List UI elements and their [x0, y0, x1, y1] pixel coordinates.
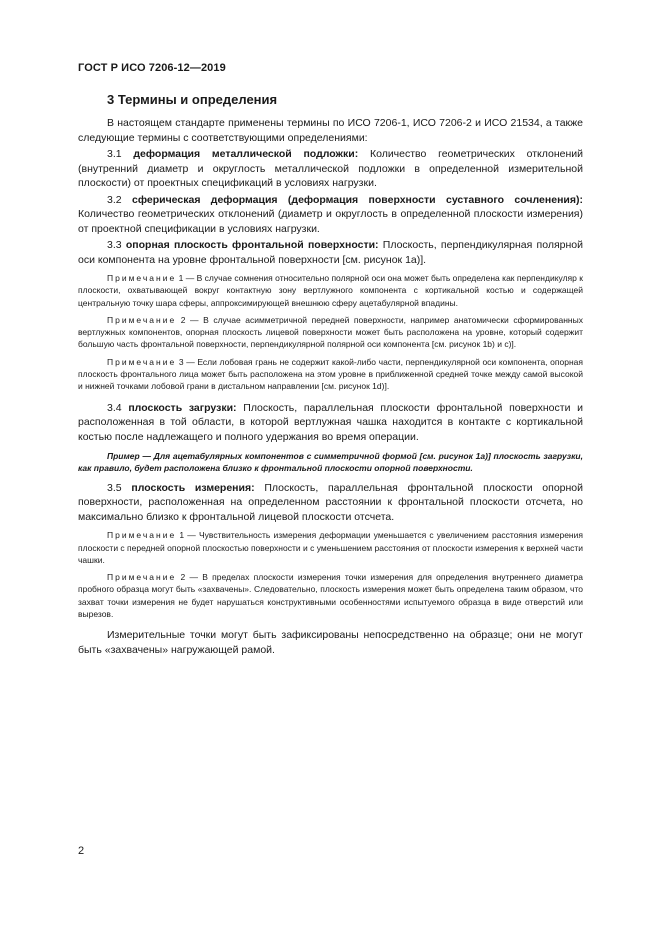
intro-paragraph: В настоящем стандарте применены термины по ИСО 7206-1, ИСО 7206-2 и ИСО 21534, а также следующие термины с соответствующими определениями:	[78, 117, 583, 144]
term-name: плоскость измерения:	[131, 481, 255, 494]
note-3-5-2	[78, 571, 583, 620]
term-definition: Плоскость, перпендикулярная полярной оси компонента на уровне фронтальной поверхности [см. рисунок 1a)].	[78, 239, 583, 266]
term-3-3	[78, 238, 583, 267]
document-header: ГОСТ Р ИСО 7206-12—2019	[78, 62, 226, 74]
term-definition: Количество геометрических отклонений (диаметр и округлость в определенной плоскости измерения) от проектной спецификации в условиях нагрузки.	[78, 208, 583, 235]
page-number: 2	[78, 845, 85, 857]
closing-paragraph: Измерительные точки могут быть зафиксированы непосредственно на образце; они не могут быть «захвачены» нагружающей рамой.	[78, 629, 583, 656]
term-name: плоскость загрузки:	[128, 401, 237, 414]
note-text: 1 — В случае сомнения относительно полярной оси она может быть определена как перпендикуляр к плоскости, охватывающей вокруг контактную зону вертлужного компонента с кортикальной костью и содержащей центральную точку шара сферы, аппроксимирующей внешнюю сферу ацетабулярной впадины.	[78, 273, 583, 308]
term-name: опорная плоскость фронтальной поверхности:	[125, 239, 379, 251]
term-number: 3.5	[107, 481, 122, 494]
note-label: Примечание	[107, 314, 177, 325]
note-label: Примечание	[107, 356, 177, 367]
note-3-5-1	[78, 529, 583, 566]
document-body	[78, 116, 583, 659]
term-definition: Количество геометрических отклонений (внутренний диаметр и округлость металлической подложки в определенной измерительной плоскости) от проектных спецификаций в условиях нагрузки.	[78, 148, 583, 189]
term-number: 3.3	[107, 239, 122, 251]
term-definition: Плоскость, параллельная фронтальной плоскости опорной поверхности, расположенная на определенном расстоянии к фронтальной плоскости отсчета, но максимально близко к фронтальной лицевой плоскости отсчета.	[78, 481, 584, 523]
term-definition: Плоскость, параллельная плоскости фронтальной поверхности и расположенная в той области, в которой вертлужная чашка находится в контакте с кортикальной костью после надлежащего и полного удержания во время операции.	[78, 401, 584, 443]
term-number: 3.1	[107, 148, 122, 160]
term-name: деформация металлической подложки:	[133, 148, 359, 160]
note-text: 3 — Если лобовая грань не содержит какой-либо части, перпендикулярной оси компонента, опорная плоскость фронтального лица может быть расположена на этом уровне в приближенной средней точке между самой высокой и нижней точками лобовой грани в дистальном направлении [см. рисунок 1d)].	[78, 356, 583, 392]
note-3-3-1	[78, 272, 583, 309]
term-3-2	[78, 193, 583, 237]
note-label: Примечание	[107, 572, 177, 583]
term-number: 3.2	[107, 193, 122, 206]
term-number: 3.4	[107, 401, 122, 414]
term-name: сферическая деформация (деформация поверхности суставного сочленения):	[131, 193, 583, 206]
note-text: 1 — Чувствительность измерения деформации уменьшается с увеличением расстояния измерения плоскости с передней опорной плоскостью поверхности и с уменьшением расстояния от плоскости измерения к верхней части чашки.	[78, 530, 583, 565]
note-3-3-3	[78, 356, 583, 393]
note-3-3-2	[78, 314, 583, 351]
note-text: 2 — В пределах плоскости измерения точки измерения для определения внутреннего диаметра пробного образца могут быть «захвачены». Следовательно, плоскость измерения может быть определена таким образом, что захват точки измерения не будет нарушаться конструктивными особенностями испытуемого образца в виде отверстий или вырезов.	[78, 572, 583, 620]
term-3-1	[78, 147, 583, 191]
example-3-4: Пример — Для ацетабулярных компонентов с симметричной формой [см. рисунок 1a)] плоскость загрузки, как правило, будет расположена близко к фронтальной плоскости опорной поверхности.	[78, 451, 583, 474]
section-title: 3 Термины и определения	[107, 92, 278, 107]
term-3-5	[78, 481, 583, 525]
term-3-4	[78, 401, 583, 445]
note-label: Примечание	[107, 273, 177, 283]
note-text: 2 — В случае асимметричной передней поверхности, например анатомически сформированных вертлужных компонентов, опорная плоскость лицевой поверхности может быть расположена на уровне, который содержит большую часть фронтальной поверхности, перпендикулярной полярной оси компонента [см. рисунок 1b) и c)].	[78, 314, 583, 350]
note-label: Примечание	[107, 530, 177, 541]
